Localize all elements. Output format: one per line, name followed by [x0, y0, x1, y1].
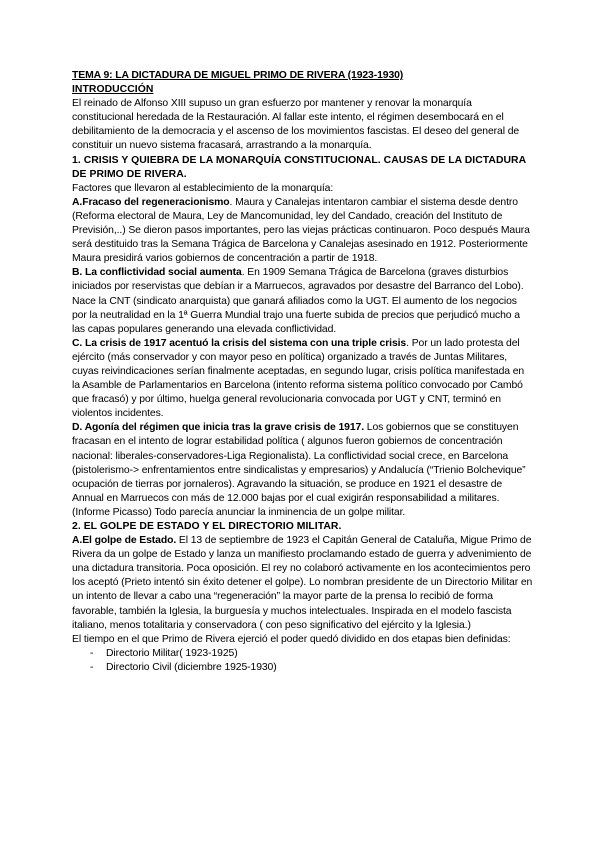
paragraph-c-lead: C. La crisis de 1917 acentuó la crisis del sistema con una triple crisis: [72, 337, 407, 349]
paragraph-b-conflictividad: [72, 266, 534, 336]
paragraph-c-text: . Por un lado protesta del ejército (más conservador y con mayor peso en política) organizado a través de Juntas Militares, cuyas reivindicaciones serían finalmente aceptadas, en segundo lugar, crisis política manifestada en la Asamble de Parlamentarios en Barcelona (intento reforma sistema político convocado por Cambó que fracasó) y por último, huelga general revolucionaria convocada por UGT y CNT, terminó en violentos incidentes.: [72, 337, 525, 420]
paragraph-golpe-estado: [72, 534, 534, 633]
paragraph-d-lead: D. Agonía del régimen que inicia tras la grave crisis de 1917.: [72, 422, 364, 434]
list-item: - Directorio Militar( 1923-1925): [90, 647, 534, 661]
paragraph-d-agonia: [72, 421, 534, 520]
paragraph-b-text: . En 1909 Semana Trágica de Barcelona (graves disturbios iniciados por reservistas que debían ir a Marruecos, agravados por desastre del Barranco del Lobo). Nace la CNT (sindicato anarquista) que ganará afiliados como la UGT. El aumento de los negocios por la neutralidad en la 1ª Guerra Mundial trajo una fuerte subida de precios que perjudicó mucho a las capas populares generando una elevada conflictividad.: [72, 267, 524, 335]
section-1-heading: 1. CRISIS Y QUIEBRA DE LA MONARQUÍA CONSTITUCIONAL. CAUSAS DE LA DICTADURA DE PRIMO DE RIVERA.: [72, 154, 526, 180]
paragraph-golpe-lead: A.El golpe de Estado.: [72, 535, 177, 547]
intro-heading: INTRODUCCIÓN: [72, 84, 154, 96]
document-title: TEMA 9: LA DICTADURA DE MIGUEL PRIMO DE RIVERA (1923-1930): [72, 70, 404, 81]
intro-paragraph: El reinado de Alfonso XIII supuso un gran esfuerzo por mantener y renovar la monarquía constitucional heredada de la Restauración. Al fallar este intento, el régimen desembocará en el debilitamiento de la democracia y el ascenso de los movimientos fascistas. El deseo del general de constituir un nuevo sistema fracasará, arrastrando a la monarquía.: [72, 98, 520, 152]
paragraph-c-crisis-1917: [72, 337, 534, 422]
paragraph-a-lead: A.Fracaso del regeneracionismo: [72, 196, 230, 208]
list-item: - Directorio Civil (diciembre 1925-1930): [90, 661, 534, 675]
paragraph-b-lead: B. La conflictividad social aumenta: [72, 267, 242, 279]
paragraph-golpe-text: El 13 de septiembre de 1923 el Capitán General de Cataluña, Migue Primo de Rivera da un golpe de Estado y lanza un manifiesto proclamando estado de guerra y advenimiento de una dictadura transitoria. Poca oposición. El rey no colaboró activamente en los acontecimientos pero los aceptó (Prieto intentó sin éxito detener el golpe). Lo nombran presidente de un Directorio Militar en un intento de llevar a cabo una “regeneración” la mayor parte de la prensa lo recibió de forma favorable, también la Iglesia, la burguesía y muchos intelectuales. Inspirada en el modelo fascista italiano, menos totalitaria y conservadora ( con peso significativo del ejército y la Iglesia.): [72, 535, 533, 631]
section-2-heading: 2. EL GOLPE DE ESTADO Y EL DIRECTORIO MILITAR.: [72, 521, 342, 532]
stages-intro: El tiempo en el que Primo de Rivera ejerció el poder quedó dividido en dos etapas bien definidas:: [72, 633, 511, 645]
paragraph-a-text: . Maura y Canalejas intentaron cambiar el sistema desde dentro (Reforma electoral de Maura, Ley de Mancomunidad, ley del Candado, creación del Instituto de Previsión,..) Se dieron pasos importantes, pero las viejas prácticas continuaron. Poco después Maura será destituido tras la Semana Trágica de Barcelona y Canalejas asesinado en 1912. Posteriormente Maura presidirá varios gobiernos de concentración a partir de 1918.: [72, 196, 530, 265]
paragraph-d-text: Los gobiernos que se constituyen fracasan en el intento de lograr estabilidad política ( algunos fueron gobiernos de concentración nacional: liberales-conservadores-Liga Regionalista). La conflictividad social crece, en Barcelona (pistolerismo-> enfrentamientos entre sindicalistas y empresarios) y Andalucía (“Trienio Bolchevique” ocupación de tierras por jornaleros). Agravando la situación, se produce en 1921 el desastre de Annual en Marruecos con más de 12.000 bajas por el cual exigirán responsabilidad a militares. (Informe Picasso) Todo parecía anunciar la inminencia de un golpe militar.: [72, 422, 526, 518]
factors-intro: Factores que llevaron al establecimiento de la monarquía:: [72, 182, 334, 194]
stages-list: [72, 647, 534, 675]
document-page: [72, 69, 534, 675]
paragraph-a-regeneracionismo: [72, 196, 534, 266]
